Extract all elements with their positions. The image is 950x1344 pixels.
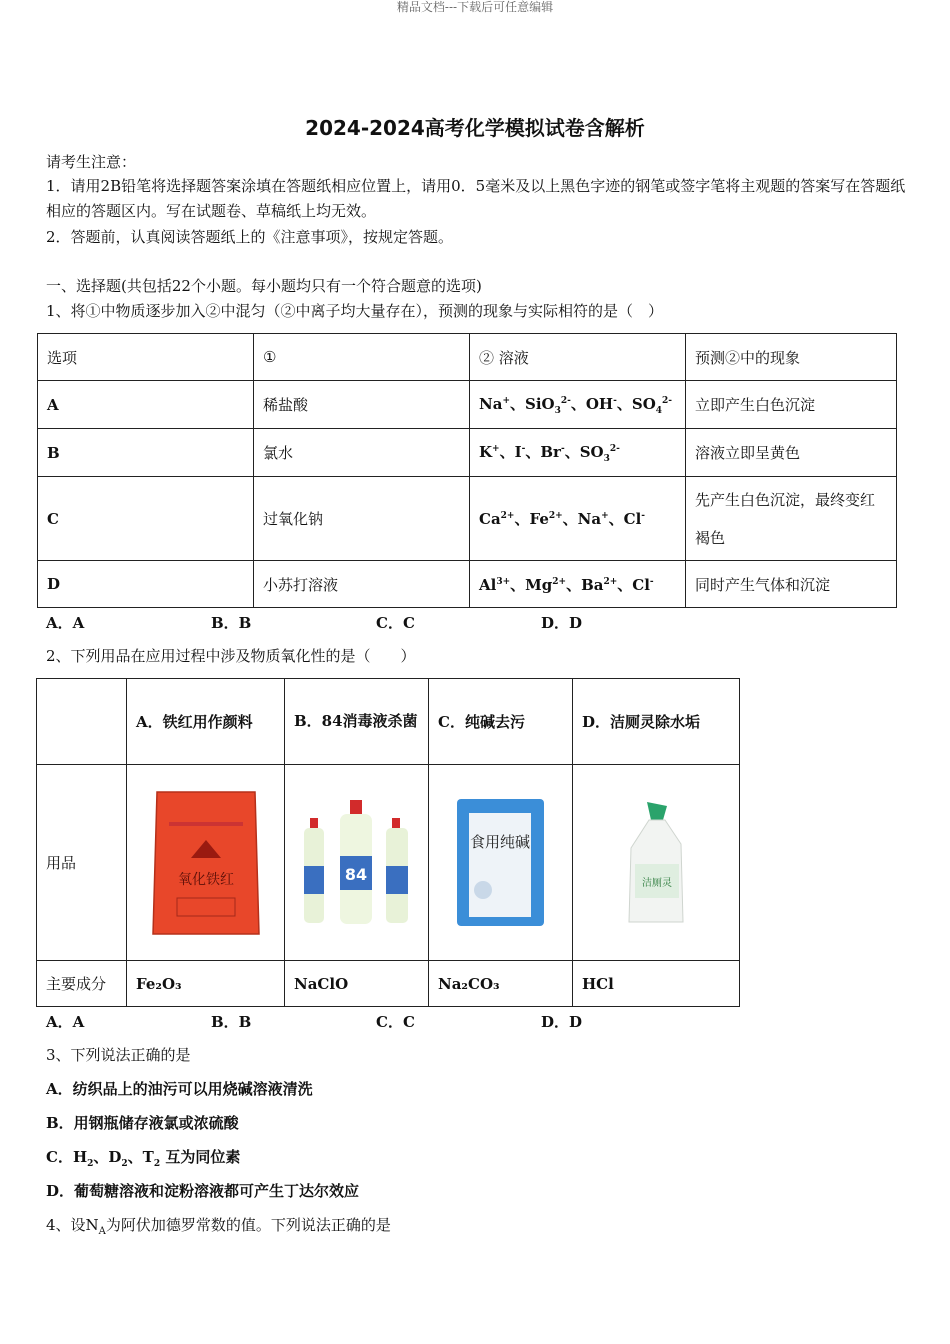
q2-image-cell (127, 765, 285, 961)
q2-option-cell: D．洁厕灵除水垢 (573, 679, 740, 765)
q2-stem: 2、下列用品在应用过程中涉及物质氧化性的是（ ） (46, 647, 416, 665)
soda-bag-icon (453, 795, 548, 930)
table-row (38, 429, 897, 477)
section-heading: 一、选择题(共包括22个小题。每小题均只有一个符合题意的选项) (46, 277, 482, 295)
svg-text:食用纯碱: 食用纯碱 (469, 833, 531, 851)
q1-ions-cell: $Ca^{2+}$、$Fe^{2+}$、Na+、Cl- (470, 477, 686, 561)
answer-option-d[interactable]: D．D (541, 1013, 583, 1031)
q1-reagent-cell: 过氧化钠 (254, 477, 470, 561)
q2-formula-cell: HCl (573, 961, 740, 1007)
q3-option-a[interactable]: A．纺织品上的油污可以用烧碱溶液清洗 (46, 1080, 313, 1098)
q1-ions-cell: Na+、SiO$_3^{2-}$、OH-、$SO_4^{2-}$ (470, 381, 686, 429)
q1-option-cell: A (38, 381, 254, 429)
bottle-84-icon (302, 798, 412, 928)
q2-image-cell (429, 765, 573, 961)
q3-option-d[interactable]: D．葡萄糖溶液和淀粉溶液都可产生丁达尔效应 (46, 1182, 360, 1200)
q2-option-cell: B．84消毒液杀菌 (285, 679, 429, 765)
notice-heading: 请考生注意： (46, 153, 137, 171)
q2-image-cell (285, 765, 429, 961)
iron-red-bag-icon (151, 788, 261, 938)
svg-text:84: 84 (344, 864, 367, 884)
q3-option-c[interactable]: C．$H_2$、$D_2$、$T_2$ 互为同位素 (46, 1148, 241, 1169)
q1-phenomenon-cell: 溶液立即呈黄色 (686, 429, 897, 477)
q1-header-row (38, 334, 897, 381)
q2-formula-cell: NaClO (285, 961, 429, 1007)
table-row (38, 381, 897, 429)
q2-answer-options (46, 1011, 706, 1032)
q2-row-label: 用品 (37, 765, 127, 961)
q1-option-cell: C (38, 477, 254, 561)
toilet-cleaner-image (582, 798, 730, 928)
answer-option-d[interactable]: D．D (541, 614, 583, 632)
q1-ions-cell: K+、I-、Br-、$SO_3^{2-}$ (470, 429, 686, 477)
q1-reagent-cell: 氯水 (254, 429, 470, 477)
answer-option-c[interactable]: C．C (376, 1013, 415, 1031)
q1-stem: 1、将①中物质逐步加入②中混匀（②中离子均大量存在），预测的现象与实际相符的是（ ） (46, 302, 664, 320)
q1-header-cell: ① (254, 334, 470, 381)
q4-stem: 4、设$N_A$为阿伏加德罗常数的值。下列说法正确的是 (46, 1216, 391, 1237)
q1-phenomenon-cell: 立即产生白色沉淀 (686, 381, 897, 429)
q2-row-label: 主要成分 (37, 961, 127, 1007)
q1-header-cell: 预测②中的现象 (686, 334, 897, 381)
toilet-cleaner-icon (619, 798, 694, 928)
svg-text:氧化铁红: 氧化铁红 (177, 871, 234, 888)
q3-stem: 3、下列说法正确的是 (46, 1046, 191, 1064)
q2-formula-row (37, 961, 740, 1007)
page-header: 精品文档---下载后可任意编辑 (396, 0, 554, 14)
q1-ions-cell: $Al^{3+}$、$Mg^{2+}$、$Ba^{2+}$、Cl- (470, 561, 686, 608)
answer-option-a[interactable]: A．A (46, 1013, 85, 1031)
q3-option-b[interactable]: B．用钢瓶储存液氯或浓硫酸 (46, 1114, 239, 1132)
q2-image-row (37, 765, 740, 961)
svg-text:洁厕灵: 洁厕灵 (641, 877, 672, 889)
q1-phenomenon-cell: 先产生白色沉淀，最终变红褐色 (686, 477, 897, 561)
soda-bag-image (438, 795, 563, 930)
q2-formula-cell: Fe₂O₃ (127, 961, 285, 1007)
q1-reagent-cell: 稀盐酸 (254, 381, 470, 429)
table-row (38, 477, 897, 561)
table-row (38, 561, 897, 608)
q2-option-row (37, 679, 740, 765)
q1-header-cell: ② 溶液 (470, 334, 686, 381)
q2-table (36, 678, 740, 1007)
answer-option-b[interactable]: B．B (211, 1013, 252, 1031)
notice-item-1: 1．请用2B铅笔将选择题答案涂填在答题纸相应位置上，请用0．5毫米及以上黑色字迹的钢笔或签字笔将主观题的答案写在答题纸相应的答题区内。写在试题卷、草稿纸上均无效。 (46, 177, 906, 220)
q1-answer-options (46, 612, 706, 633)
q1-header-cell: 选项 (38, 334, 254, 381)
q1-option-cell: B (38, 429, 254, 477)
q2-option-cell: C．纯碱去污 (429, 679, 573, 765)
answer-option-b[interactable]: B．B (211, 614, 252, 632)
notice-item-2: 2．答题前，认真阅读答题纸上的《注意事项》，按规定答题。 (46, 228, 454, 246)
page-title: 2024-2024高考化学模拟试卷含解析 (305, 116, 645, 140)
q2-formula-cell: Na₂CO₃ (429, 961, 573, 1007)
q2-option-cell: A．铁红用作颜料 (127, 679, 285, 765)
q2-empty-cell (37, 679, 127, 765)
iron-red-bag-image (136, 788, 275, 938)
answer-option-a[interactable]: A．A (46, 614, 85, 632)
q1-table (37, 333, 897, 608)
q1-reagent-cell: 小苏打溶液 (254, 561, 470, 608)
disinfectant-bottles-image (294, 798, 419, 928)
q1-option-cell: D (38, 561, 254, 608)
q1-phenomenon-cell: 同时产生气体和沉淀 (686, 561, 897, 608)
answer-option-c[interactable]: C．C (376, 614, 415, 632)
q2-image-cell (573, 765, 740, 961)
